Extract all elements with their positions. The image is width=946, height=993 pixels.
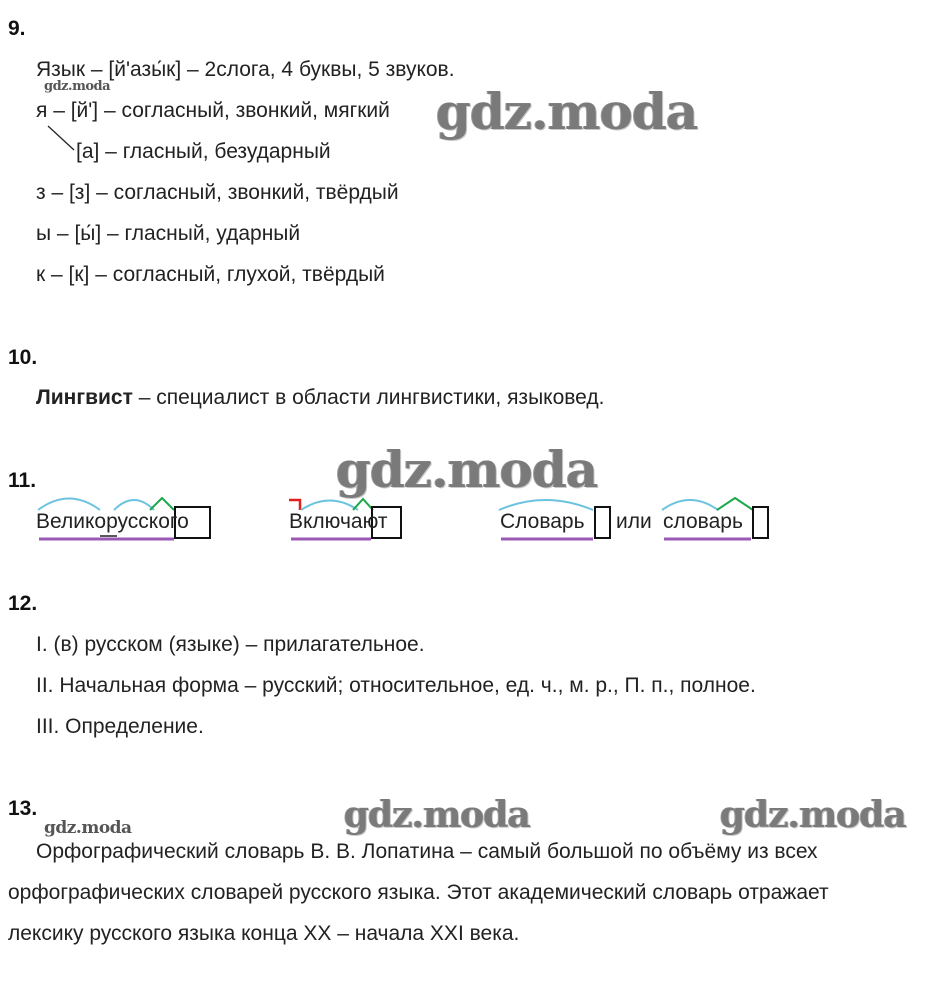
- task-11-word-velikorusskogo: Великорусского: [36, 510, 189, 533]
- task-10-definition: – специалист в области лингвистики, языковед.: [132, 386, 605, 409]
- task-9-line-4: з – [з] – согласный, звонкий, твёрдый: [36, 181, 399, 204]
- task-11-word-slovar-2: словарь: [663, 510, 743, 533]
- watermark-large: gdz.moda: [344, 794, 530, 836]
- task-13-line-3: лексику русского языка конца XX – начала XXI века.: [8, 922, 520, 945]
- task-12-number: 12.: [8, 592, 38, 615]
- task-13-line-1: Орфографический словарь В. В. Лопатина – самый большой по объёму из всех: [36, 840, 818, 863]
- watermark-large: gdz.moda: [720, 794, 906, 836]
- task-11-word-vklyuchayut: Включают: [289, 510, 388, 533]
- task-9-line-2: я – [й'] – согласный, звонкий, мягкий: [36, 99, 390, 122]
- task-12-line-3: III. Определение.: [36, 715, 204, 738]
- task-9-number: 9.: [8, 17, 26, 40]
- watermark-small: gdz.moda: [44, 818, 132, 838]
- task-12-line-1: I. (в) русском (языке) – прилагательное.: [36, 633, 425, 656]
- task-9-line-1: Язык – [й'азы́к] – 2слога, 4 буквы, 5 звуков.: [36, 58, 455, 81]
- task-9-line-3: [а] – гласный, безударный: [76, 140, 331, 163]
- task-11-word-ili: или: [616, 510, 652, 533]
- task-9-line-5: ы – [ы́] – гласный, ударный: [36, 222, 301, 245]
- task-11-number: 11.: [8, 469, 37, 492]
- task-10-number: 10.: [8, 346, 38, 369]
- task-10-term: Лингвист: [36, 386, 133, 409]
- watermark-large: gdz.moda: [436, 82, 698, 141]
- task-13-number: 13.: [8, 797, 38, 820]
- task-13-line-2: орфографических словарей русского языка. Этот академический словарь отражает: [8, 881, 829, 904]
- task-9-line-6: к – [к] – согласный, глухой, твёрдый: [36, 263, 385, 286]
- task-11-word-slovar-1: Словарь: [500, 510, 585, 533]
- task-12-line-2: II. Начальная форма – русский; относительное, ед. ч., м. р., П. п., полное.: [36, 674, 756, 697]
- watermark-small: gdz.moda: [44, 79, 111, 94]
- watermark-large: gdz.moda: [336, 440, 598, 499]
